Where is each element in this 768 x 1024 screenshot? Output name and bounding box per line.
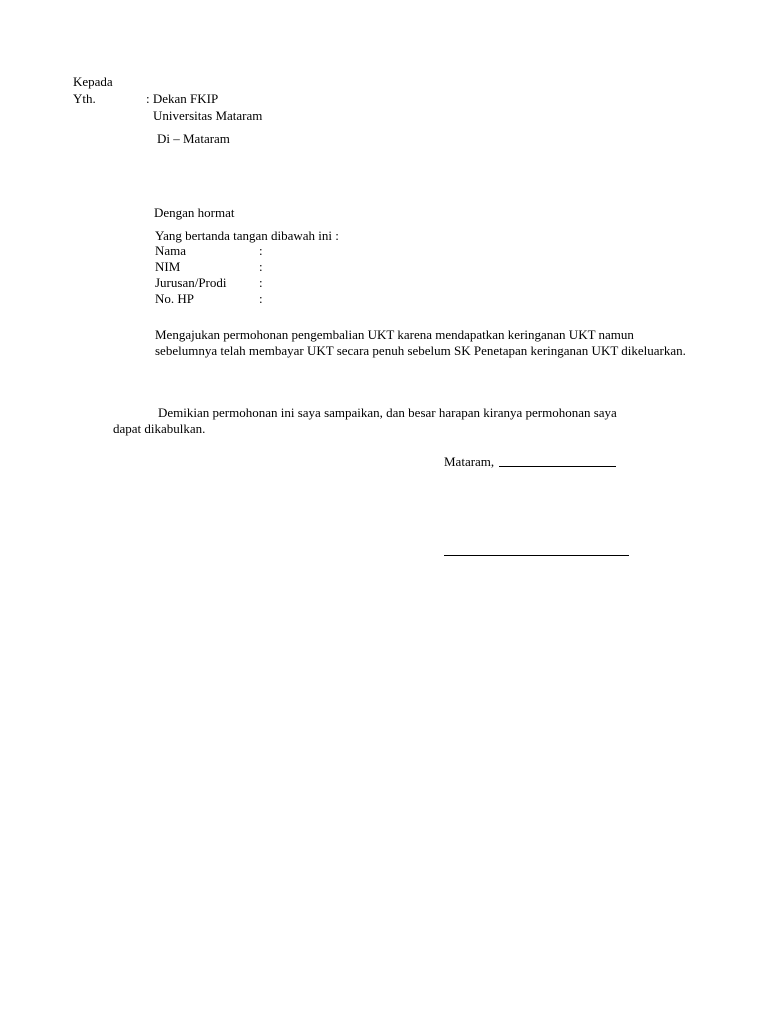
field-separator: : [259, 259, 263, 274]
field-separator: : [259, 243, 263, 258]
recipient-name: : Dekan FKIP [146, 91, 219, 106]
recipient-institution: Universitas Mataram [153, 108, 263, 123]
yth-label: Yth. [73, 91, 96, 106]
field-label-jurusan-prodi: Jurusan/Prodi [155, 275, 227, 290]
body-paragraph: Mengajukan permohonan pengembalian UKT karena mendapatkan keringanan UKT namun sebelumnya telah membayar UKT secara penuh sebelum SK Penetapan keringanan UKT dikeluarkan. [155, 327, 686, 358]
date-blank-line [499, 466, 616, 467]
closing-line-1: Demikian permohonan ini saya sampaikan, dan besar harapan kiranya permohonan saya [158, 405, 617, 420]
intro-text: Yang bertanda tangan dibawah ini : [155, 228, 339, 243]
field-label-nama: Nama [155, 243, 187, 258]
field-separator: : [259, 291, 263, 306]
greeting: Dengan hormat [154, 205, 235, 220]
closing-line-2: dapat dikabulkan. [113, 421, 206, 436]
field-label-nim: NIM [155, 259, 181, 274]
place-date-label: Mataram, [444, 454, 495, 469]
signature-line [444, 555, 629, 556]
recipient-location: Di – Mataram [157, 131, 230, 146]
field-separator: : [259, 275, 263, 290]
field-label-no-hp: No. HP [155, 291, 195, 306]
to-label: Kepada [73, 74, 113, 89]
